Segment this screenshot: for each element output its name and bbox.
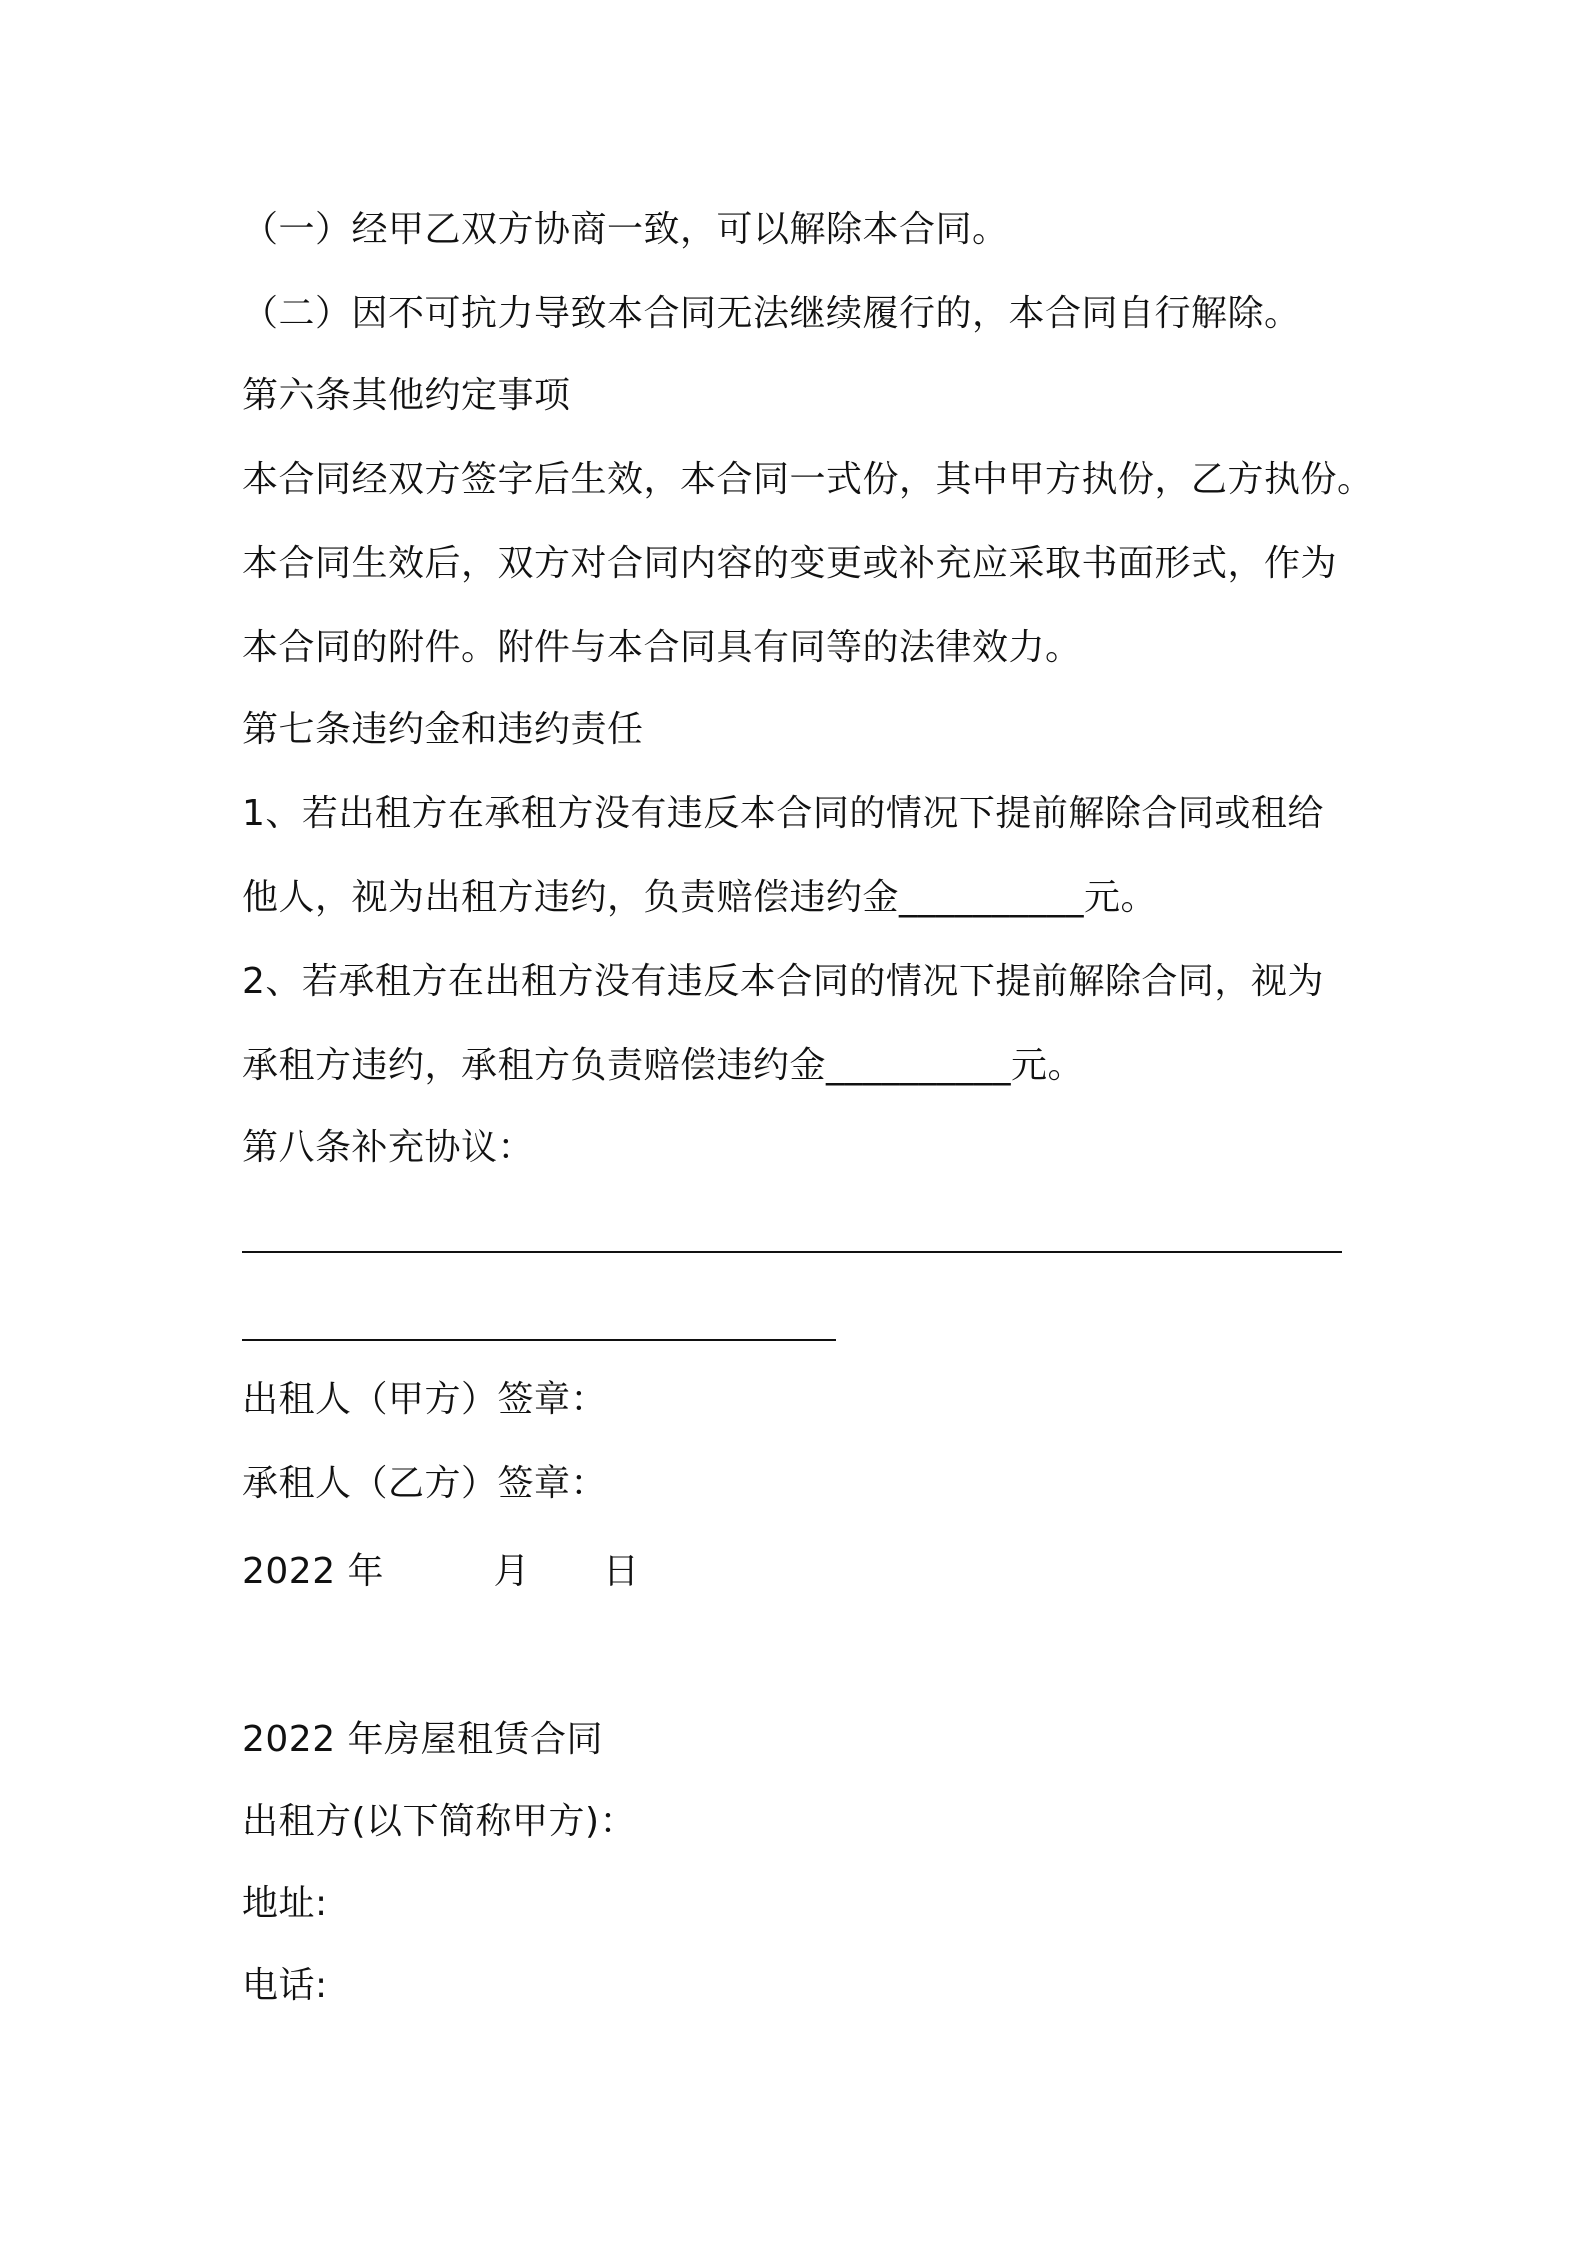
next-contract-lessor-label: 出租方(以下简称甲方)：: [242, 1801, 637, 1842]
article-7-clause-1-line-1: 1、若出租方在承租方没有违反本合同的情况下提前解除合同或租给: [242, 793, 1324, 834]
article-7-clause-2-line-1: 2、若承租方在出租方没有违反本合同的情况下提前解除合同，视为: [242, 961, 1324, 1002]
article-7-heading: 第七条违约金和违约责任: [242, 709, 644, 750]
lessor-signature-label: 出租人（甲方）签章：: [242, 1379, 608, 1420]
next-contract-title: 2022 年房屋租赁合同: [242, 1719, 604, 1760]
article-8-heading: 第八条补充协议：: [242, 1127, 535, 1168]
article-6-line-3: 本合同的附件。附件与本合同具有同等的法律效力。: [242, 627, 1082, 668]
lessee-signature-label: 承租人（乙方）签章：: [242, 1463, 608, 1504]
article-6-heading: 第六条其他约定事项: [242, 375, 571, 416]
next-contract-phone-label: 电话:: [242, 1965, 328, 2006]
supplement-blank-line-1: [242, 1251, 1342, 1253]
article-7-clause-1-line-2: 他人，视为出租方违约，负责赔偿违约金__________元。: [242, 877, 1158, 918]
article-6-line-2: 本合同生效后，双方对合同内容的变更或补充应采取书面形式，作为: [242, 543, 1338, 584]
next-contract-address-label: 地址:: [242, 1883, 328, 1924]
article-7-clause-2-line-2: 承租方违约，承租方负责赔偿违约金__________元。: [242, 1045, 1085, 1086]
supplement-blank-line-2: [242, 1339, 836, 1341]
termination-item-2: （二）因不可抗力导致本合同无法继续履行的，本合同自行解除。: [242, 293, 1301, 334]
signature-date: 2022 年 月 日: [242, 1551, 640, 1592]
termination-item-1: （一）经甲乙双方协商一致，可以解除本合同。: [242, 209, 1009, 250]
article-6-line-1: 本合同经双方签字后生效，本合同一式份，其中甲方执份，乙方执份。: [242, 459, 1374, 500]
